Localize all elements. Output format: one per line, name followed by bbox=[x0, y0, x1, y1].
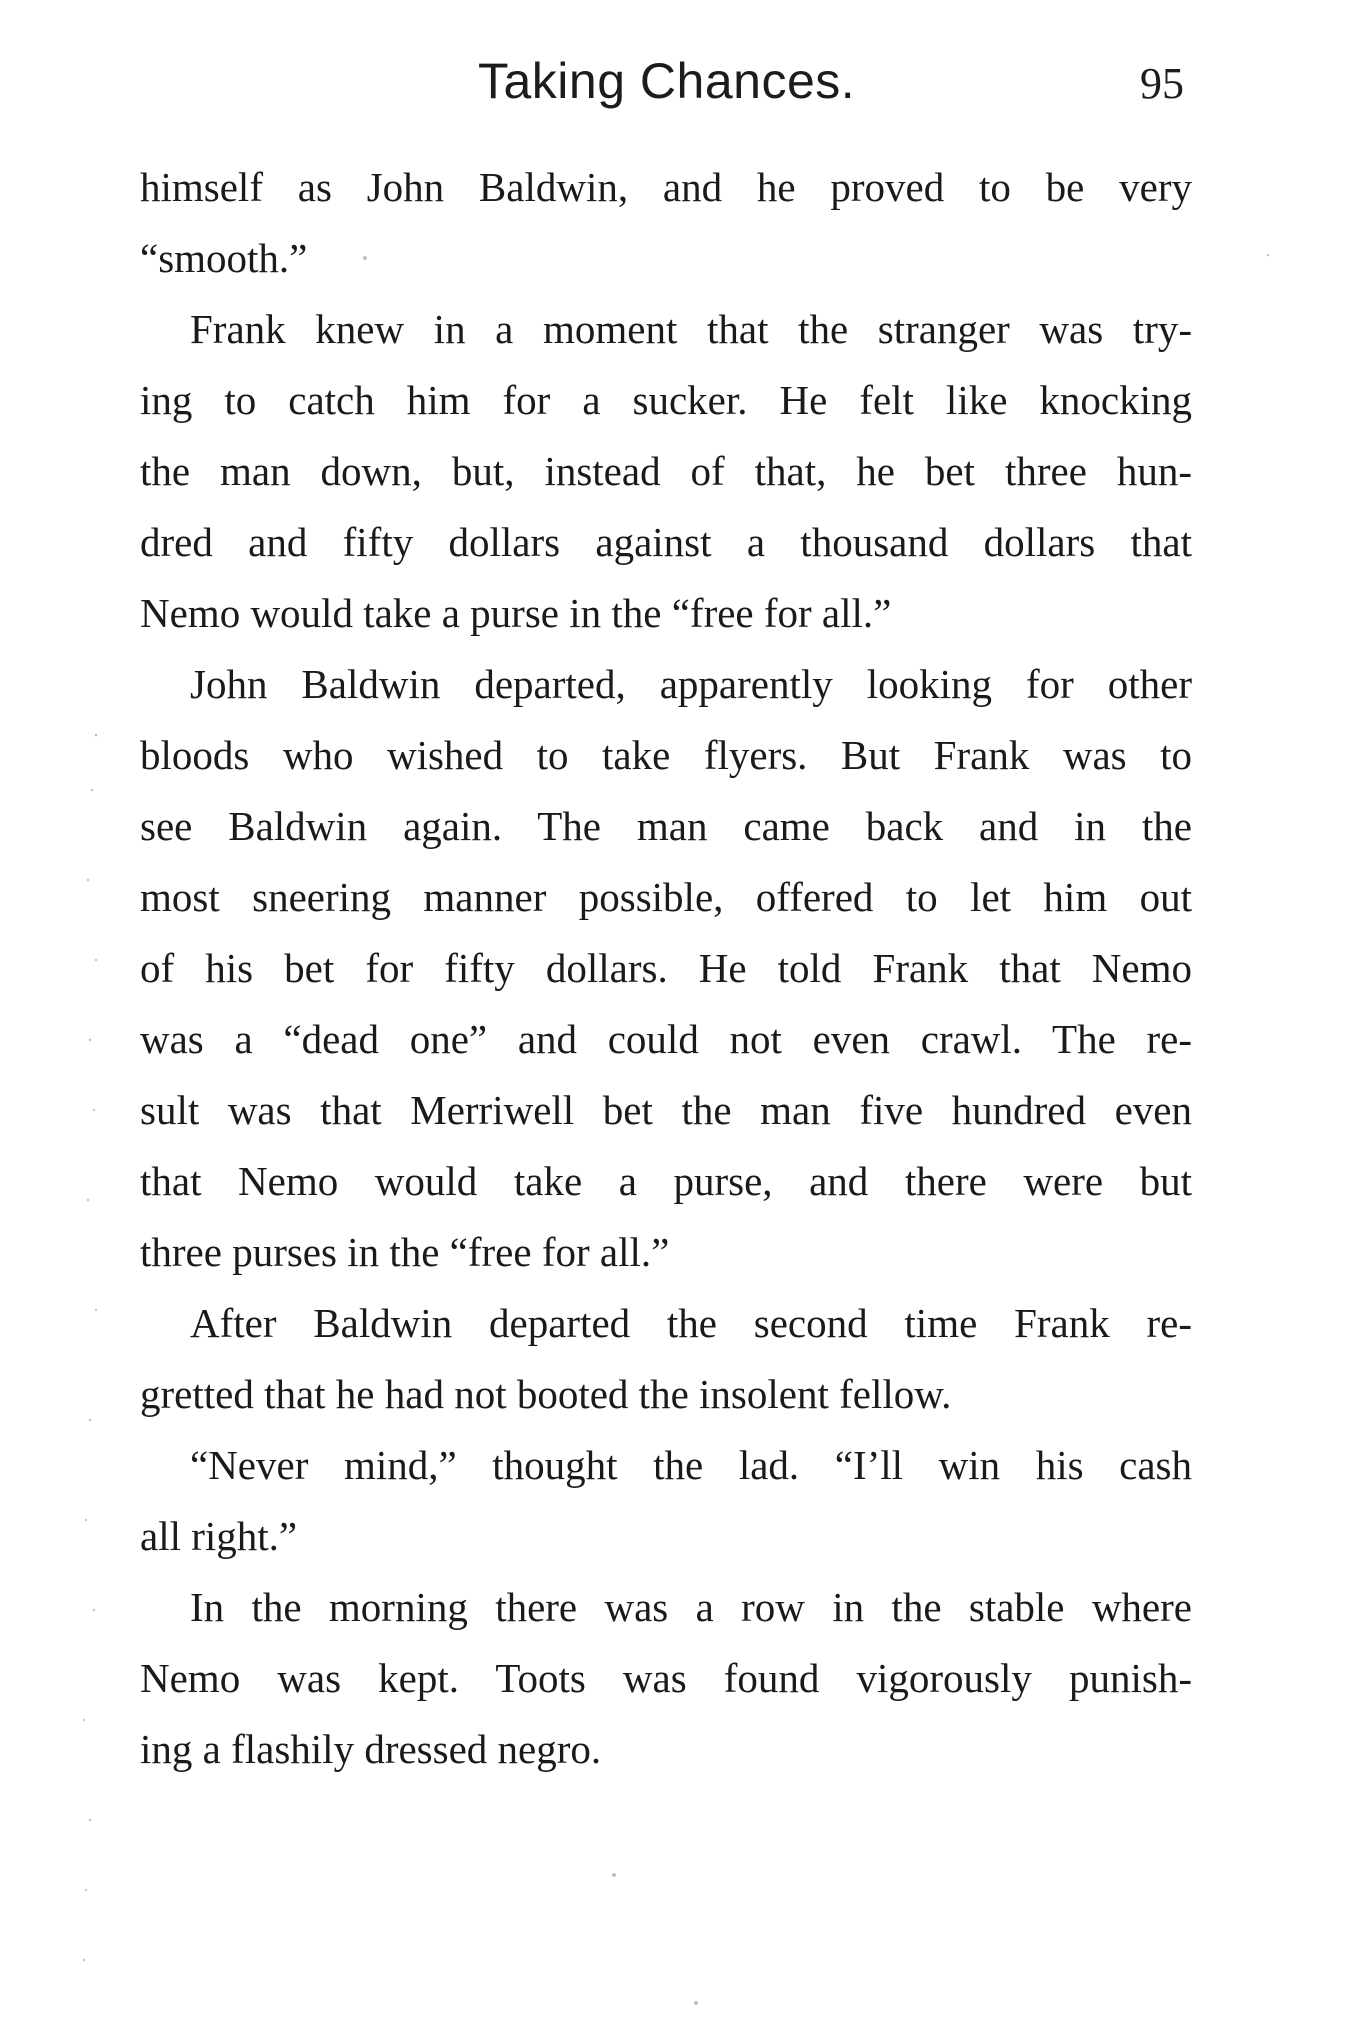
body-text bbox=[140, 152, 1192, 1785]
paragraph-first-line: After Baldwin departed the second time Frank re- bbox=[190, 1300, 1192, 1346]
paragraph-first-line: John Baldwin departed, apparently looking for other bbox=[190, 661, 1192, 707]
text-line: himself as John Baldwin, and he proved to be very bbox=[140, 164, 1192, 210]
page-number: 95 bbox=[1140, 59, 1184, 108]
text-line: most sneering manner possible, offered to let him out bbox=[140, 874, 1192, 920]
running-head bbox=[0, 52, 1357, 112]
text-line: of his bet for fifty dollars. He told Frank that Nemo bbox=[140, 945, 1192, 991]
text-line: Nemo was kept. Toots was found vigorously punish- bbox=[140, 1655, 1192, 1701]
text-line: all right.” bbox=[140, 1513, 298, 1559]
text-line: dred and fifty dollars against a thousand dollars that bbox=[140, 519, 1192, 565]
text-line: ing a flashily dressed negro. bbox=[140, 1726, 602, 1772]
paragraph-first-line: “Never mind,” thought the lad. “I’ll win his cash bbox=[190, 1442, 1192, 1488]
text-line: ing to catch him for a sucker. He felt like knocking bbox=[140, 377, 1192, 423]
text-line: gretted that he had not booted the insolent fellow. bbox=[140, 1371, 952, 1417]
text-line: three purses in the “free for all.” bbox=[140, 1229, 670, 1275]
text-line: bloods who wished to take flyers. But Frank was to bbox=[140, 732, 1192, 778]
text-line: “smooth.” bbox=[140, 235, 308, 281]
chapter-title: Taking Chances. bbox=[478, 53, 856, 109]
text-line: sult was that Merriwell bet the man five hundred even bbox=[140, 1087, 1192, 1133]
text-line: see Baldwin again. The man came back and in the bbox=[140, 803, 1192, 849]
text-line: that Nemo would take a purse, and there were but bbox=[140, 1158, 1192, 1204]
text-line: the man down, but, instead of that, he bet three hun- bbox=[140, 448, 1192, 494]
paragraph-first-line: In the morning there was a row in the stable where bbox=[190, 1584, 1192, 1630]
text-line: Nemo would take a purse in the “free for all.” bbox=[140, 590, 892, 636]
text-line: was a “dead one” and could not even crawl. The re- bbox=[140, 1016, 1192, 1062]
paragraph-first-line: Frank knew in a moment that the stranger was try- bbox=[190, 306, 1192, 352]
